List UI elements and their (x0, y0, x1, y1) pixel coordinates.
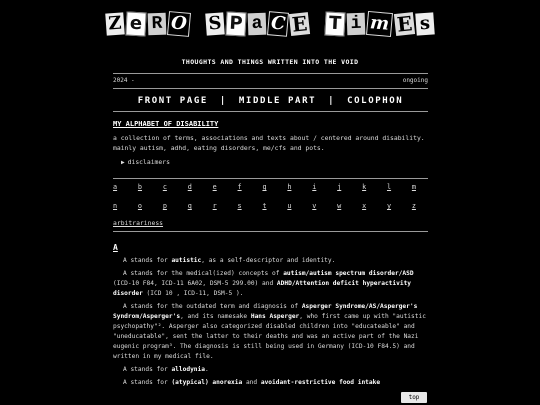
page-intro: a collection of terms, associations and texts about / centered around disability. mainly autism, adhd, eating disorders, me/cfs and pots. (113, 134, 425, 152)
divider (113, 231, 428, 232)
logo-letter: i (347, 13, 366, 36)
paragraph: A stands for allodynia. (123, 366, 209, 373)
alphabet-link-p[interactable]: p (162, 202, 167, 210)
paragraph: A stands for the medical(ized) concepts of autism/autism spectrum disorder/ASD (ICD-10 F84, ICD-11 6A02, DSM-5 299.00) and ADHD/Attention deficit hyperactivity disorder (ICD 10 , ICD-11, DSM-5 ). (113, 270, 414, 297)
alphabet-link-j[interactable]: j (337, 183, 342, 191)
site-logo[interactable] (0, 8, 540, 40)
section-heading-a: A (113, 243, 118, 252)
logo-letter: O (167, 11, 191, 37)
divider (113, 73, 428, 74)
alphabet-link-f[interactable]: f (237, 183, 242, 191)
alphabet-link-b[interactable]: b (137, 183, 142, 191)
alphabet-link-l[interactable]: l (386, 183, 392, 191)
alphabet-link-a[interactable]: a (113, 183, 118, 191)
alphabet-link-t[interactable]: t (262, 202, 267, 210)
page-title: MY ALPHABET OF DISABILITY (113, 120, 219, 128)
logo-letter: E (395, 11, 413, 37)
alphabet-link-d[interactable]: d (187, 183, 192, 191)
divider (113, 88, 428, 89)
nav-separator: | (328, 96, 336, 106)
logo-letter: s (415, 12, 434, 35)
alphabet-link-g[interactable]: g (262, 183, 267, 191)
divider (113, 111, 428, 112)
back-to-top-button[interactable]: top (401, 392, 427, 403)
alphabet-extra (113, 219, 163, 227)
alphabet-link-h[interactable]: h (287, 183, 292, 191)
alphabet-link-u[interactable]: u (287, 202, 292, 210)
disclaimers-label: disclaimers (127, 158, 170, 166)
meta-date-end: ongoing (402, 77, 428, 84)
alphabet-link-e[interactable]: e (212, 183, 217, 191)
divider (113, 178, 428, 179)
link-arbitrariness[interactable]: arbitrariness (113, 219, 164, 227)
paragraph: A stands for (atypical) anorexia and avoidant-restrictive food intake (123, 379, 381, 386)
logo-letter: Z (105, 12, 124, 35)
logo-letter: C (267, 11, 289, 37)
alphabet-link-x[interactable]: x (362, 202, 367, 210)
alphabet-link-r[interactable]: r (212, 202, 217, 210)
alphabet-link-i[interactable]: i (312, 183, 317, 191)
paragraph: A stands for the outdated term and diagnosis of Asperger Syndrome/AS/Asperger's Syndrom/Asperger's, and its namesake Hans Asperger, who first came up with "autistic psychopathy"². Asperger also categorized disabled children into "educateable" and "uneducatable", sent the latter to their deaths and was an active part of the Nazi eugenic program³. The diagnosis is still being used in Germany (ICD-10 F84.5) and written in my medical file. (113, 303, 426, 360)
meta-bar (113, 77, 428, 84)
meta-date-start: 2024 - (113, 77, 135, 84)
logo-letter: m (366, 11, 393, 37)
disclosure-triangle-icon: ▶ (121, 159, 125, 166)
alphabet-link-s[interactable]: s (237, 202, 242, 210)
logo-letter: R (148, 13, 167, 36)
logo-letter: a (248, 13, 267, 36)
nav-separator: | (219, 96, 227, 106)
alphabet-link-o[interactable]: o (137, 202, 142, 210)
main-nav (113, 96, 428, 106)
logo-letter: E (291, 11, 309, 37)
logo-space (311, 13, 323, 35)
nav-front-page[interactable]: FRONT PAGE (137, 96, 208, 106)
alphabet-link-k[interactable]: k (362, 183, 367, 191)
alphabet-link-m[interactable]: m (411, 183, 416, 191)
logo-letter: S (205, 12, 224, 35)
alphabet-link-w[interactable]: w (337, 202, 342, 210)
alphabet-row-1 (113, 183, 416, 191)
alphabet-link-q[interactable]: q (187, 202, 192, 210)
disclaimers-toggle[interactable] (121, 158, 170, 166)
logo-letter: e (126, 11, 147, 36)
alphabet-link-n[interactable]: n (113, 202, 118, 210)
logo-letter: T (325, 11, 346, 36)
site-tagline: THOUGHTS AND THINGS WRITTEN INTO THE VOID (181, 58, 359, 66)
nav-middle-part[interactable]: MIDDLE PART (238, 96, 317, 106)
paragraph: A stands for autistic, as a self-descriptor and identity. (123, 257, 336, 264)
logo-letter: P (225, 11, 246, 36)
logo-space (192, 13, 204, 35)
alphabet-link-z[interactable]: z (411, 202, 416, 210)
alphabet-row-2 (113, 202, 416, 210)
nav-colophon[interactable]: COLOPHON (347, 96, 404, 106)
alphabet-link-c[interactable]: c (162, 183, 167, 191)
alphabet-link-y[interactable]: y (386, 202, 392, 210)
alphabet-link-v[interactable]: v (312, 202, 317, 210)
section-content (113, 256, 428, 391)
